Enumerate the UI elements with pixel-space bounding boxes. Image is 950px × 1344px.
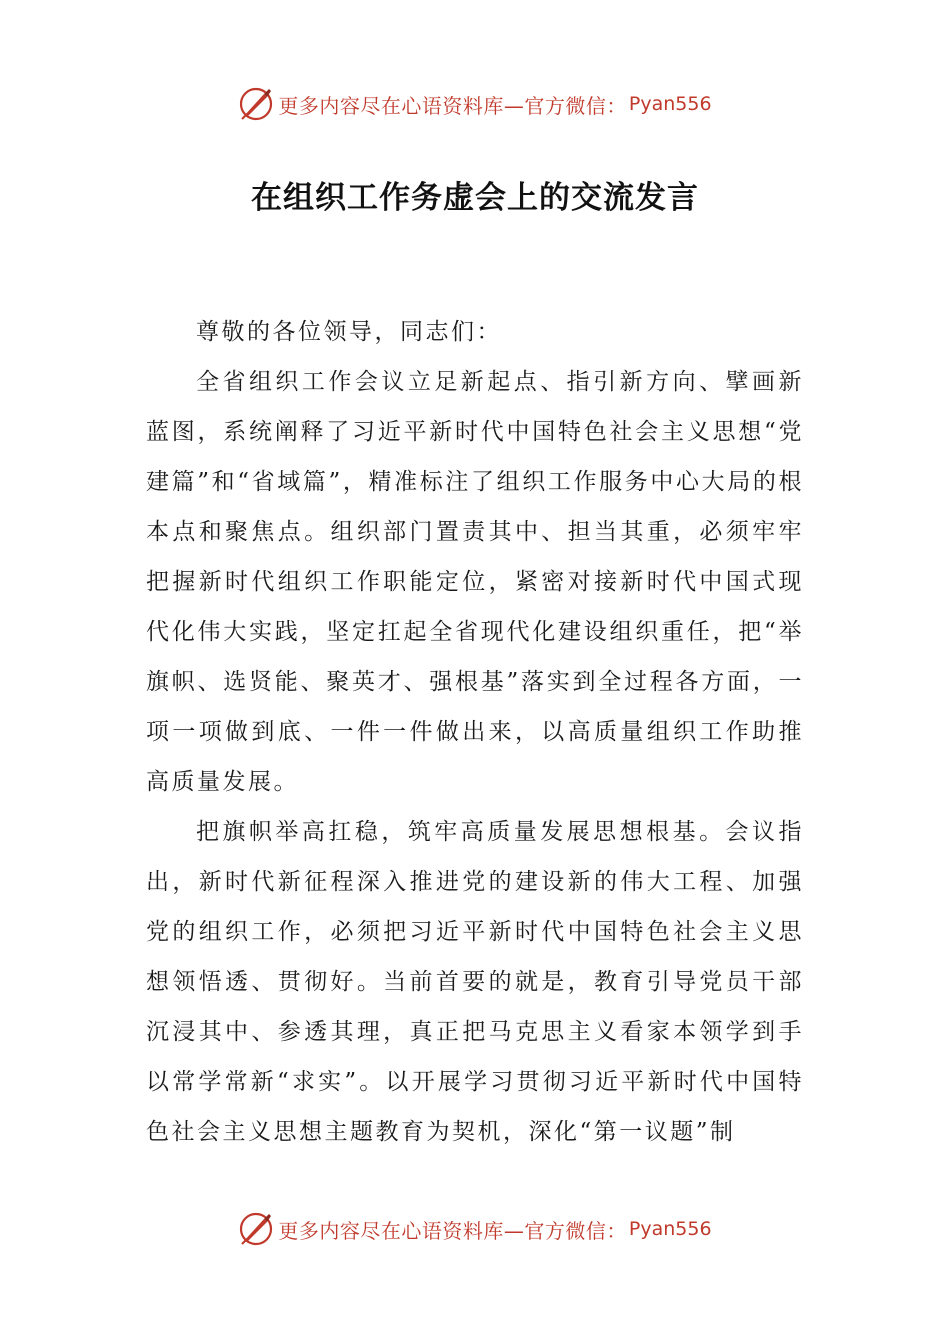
banner-text: 更多内容尽在心语资料库—官方微信：	[278, 93, 627, 118]
wechat-id: Pyan556	[628, 93, 712, 115]
header-banner	[0, 82, 950, 126]
wechat-id: Pyan556	[628, 1218, 712, 1240]
paragraph: 全省组织工作会议立足新起点、指引新方向、擘画新蓝图，系统阐释了习近平新时代中国特色社会主义思想“党建篇”和“省域篇”，精准标注了组织工作服务中心大局的根本点和聚焦点。组织部门置责其中、担当其重，必须牢牢把握新时代组织工作职能定位，紧密对接新时代中国式现代化伟大实践，坚定扛起全省现代化建设组织重任，把“举旗帜、选贤能、聚英才、强根基”落实到全过程各方面，一项一项做到底、一件一件做出来，以高质量组织工作助推高质量发展。	[146, 369, 804, 795]
document-body	[146, 307, 804, 1157]
quill-pen-icon	[238, 86, 274, 122]
quill-pen-icon	[238, 1211, 274, 1247]
banner-text: 更多内容尽在心语资料库—官方微信：	[278, 1218, 627, 1243]
paragraph: 把旗帜举高扛稳，筑牢高质量发展思想根基。会议指出，新时代新征程深入推进党的建设新的伟大工程、加强党的组织工作，必须把习近平新时代中国特色社会主义思想领悟透、贯彻好。当前首要的就是，教育引导党员干部沉浸其中、参透其理，真正把马克思主义看家本领学到手以常学常新“求实”。以开展学习贯彻习近平新时代中国特色社会主义思想主题教育为契机，深化“第一议题”制	[146, 819, 804, 1145]
footer-banner	[0, 1207, 950, 1251]
document-title: 在组织工作务虚会上的交流发言	[251, 180, 699, 216]
salutation: 尊敬的各位领导，同志们：	[196, 319, 502, 345]
